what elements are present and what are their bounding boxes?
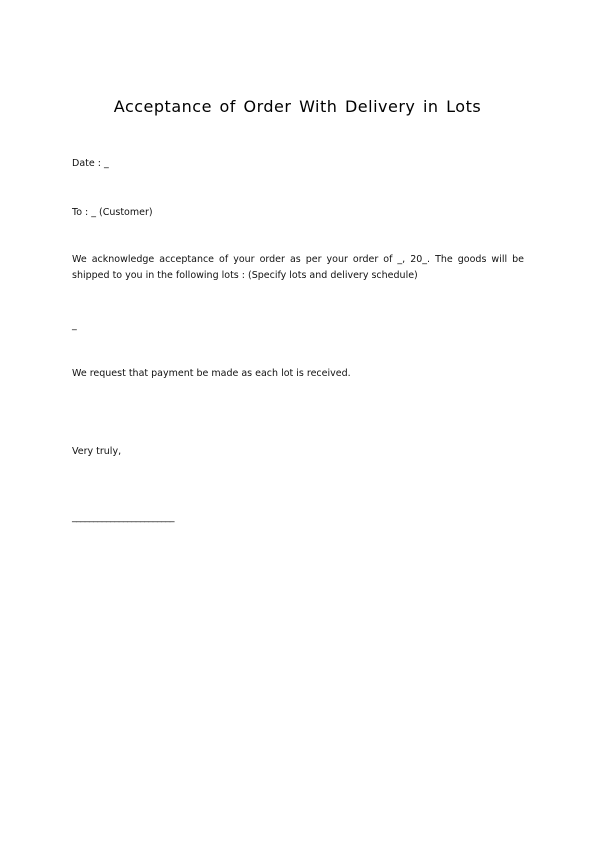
payment-paragraph: We request that payment be made as each lot is received. (72, 368, 351, 379)
closing-text: Very truly, (72, 446, 122, 457)
acknowledgement-paragraph: We acknowledge acceptance of your order as per your order of _, 20_. The goods will be shipped to you in the following lots : (Specify lots and delivery schedule) (72, 254, 524, 281)
date-line: Date : _ (72, 158, 109, 169)
recipient-line: To : _ (Customer) (72, 207, 153, 218)
lots-placeholder: _ (72, 320, 77, 331)
signature-line: ________________________ (72, 512, 174, 523)
document-title: Acceptance of Order With Delivery in Lots (113, 97, 482, 116)
